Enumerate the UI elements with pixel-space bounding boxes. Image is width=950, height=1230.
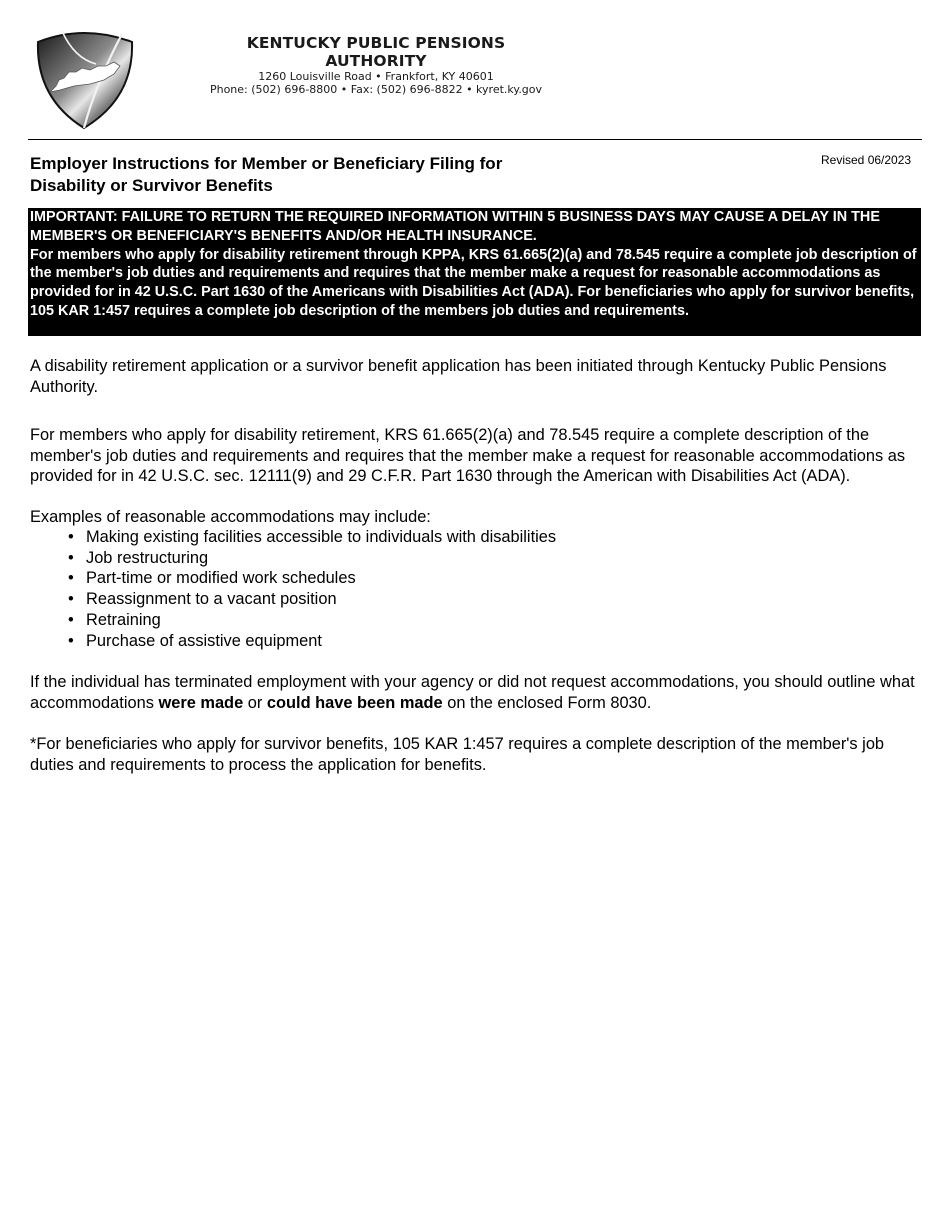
- list-item: • Reassignment to a vacant position: [30, 589, 556, 610]
- page-title: [30, 153, 590, 197]
- list-item: • Job restructuring: [30, 548, 556, 569]
- revision-date: Revised 06/2023: [821, 153, 912, 167]
- notice-important: IMPORTANT: FAILURE TO RETURN THE REQUIRED INFORMATION WITHIN 5 BUSINESS DAYS MAY CAUSE A DELAY IN THE MEMBER'S OR BENEFICIARY'S BENEFITS AND/OR HEALTH INSURANCE.: [30, 209, 880, 244]
- terminated-text-or: or: [243, 693, 267, 712]
- members-paragraph: For members who apply for disability retirement, KRS 61.665(2)(a) and 78.545 require a complete description of the member's job duties and requirements and requires that the member make a request for reasonable accommodations as provided for in 42 U.S.C. sec. 12111(9) and 29 C.F.R. Part 1630 through the American with Disabilities Act (ADA).: [30, 426, 906, 486]
- header-divider: [28, 139, 922, 140]
- notice-details: For members who apply for disability retirement through KPPA, KRS 61.665(2)(a) and 78.545 require a complete job description of the member's job duties and requirements and requires that the member make a request for reasonable accommodations as provided for in 42 U.S.C. Part 1630 of the Americans with Disabilities Act (ADA). For beneficiaries who apply for survivor benefits, 105 KAR 1:457 requires a complete job description of the members job duties and requirements.: [30, 246, 917, 319]
- important-notice: [28, 208, 921, 336]
- list-item: • Part-time or modified work schedules: [30, 568, 556, 589]
- list-item: • Purchase of assistive equipment: [30, 631, 556, 652]
- examples-intro: Examples of reasonable accommodations may include:: [30, 508, 431, 526]
- org-contact: Phone: (502) 696-8800 • Fax: (502) 696-8822 • kyret.ky.gov: [209, 83, 543, 96]
- list-item: • Making existing facilities accessible to individuals with disabilities: [30, 527, 556, 548]
- terminated-emphasis-2: could have been made: [266, 693, 443, 712]
- kentucky-shield-logo-icon: [34, 28, 136, 130]
- intro-paragraph: A disability retirement application or a survivor benefit application has been initiated through Kentucky Public Pensions Authority.: [30, 357, 887, 396]
- accommodation-list: [30, 527, 556, 651]
- terminated-paragraph: [30, 672, 922, 713]
- organization-header: [200, 34, 552, 96]
- list-item: • Retraining: [30, 610, 556, 631]
- org-address: 1260 Louisville Road • Frankfort, KY 40601: [258, 70, 494, 83]
- terminated-text-start: If the individual has terminated employment with your agency or did not request accommodations, you should outline what accommodations: [30, 673, 915, 712]
- beneficiaries-paragraph: *For beneficiaries who apply for survivor benefits, 105 KAR 1:457 requires a complete description of the member's job duties and requirements to process the application for benefits.: [30, 735, 885, 774]
- terminated-text-end: on the enclosed Form 8030.: [442, 693, 652, 712]
- terminated-emphasis-1: were made: [158, 693, 244, 712]
- title-line-1: Employer Instructions for Member or Beneficiary Filing for: [30, 154, 503, 173]
- title-line-2: Disability or Survivor Benefits: [30, 176, 273, 195]
- org-name: KENTUCKY PUBLIC PENSIONS AUTHORITY: [246, 34, 506, 70]
